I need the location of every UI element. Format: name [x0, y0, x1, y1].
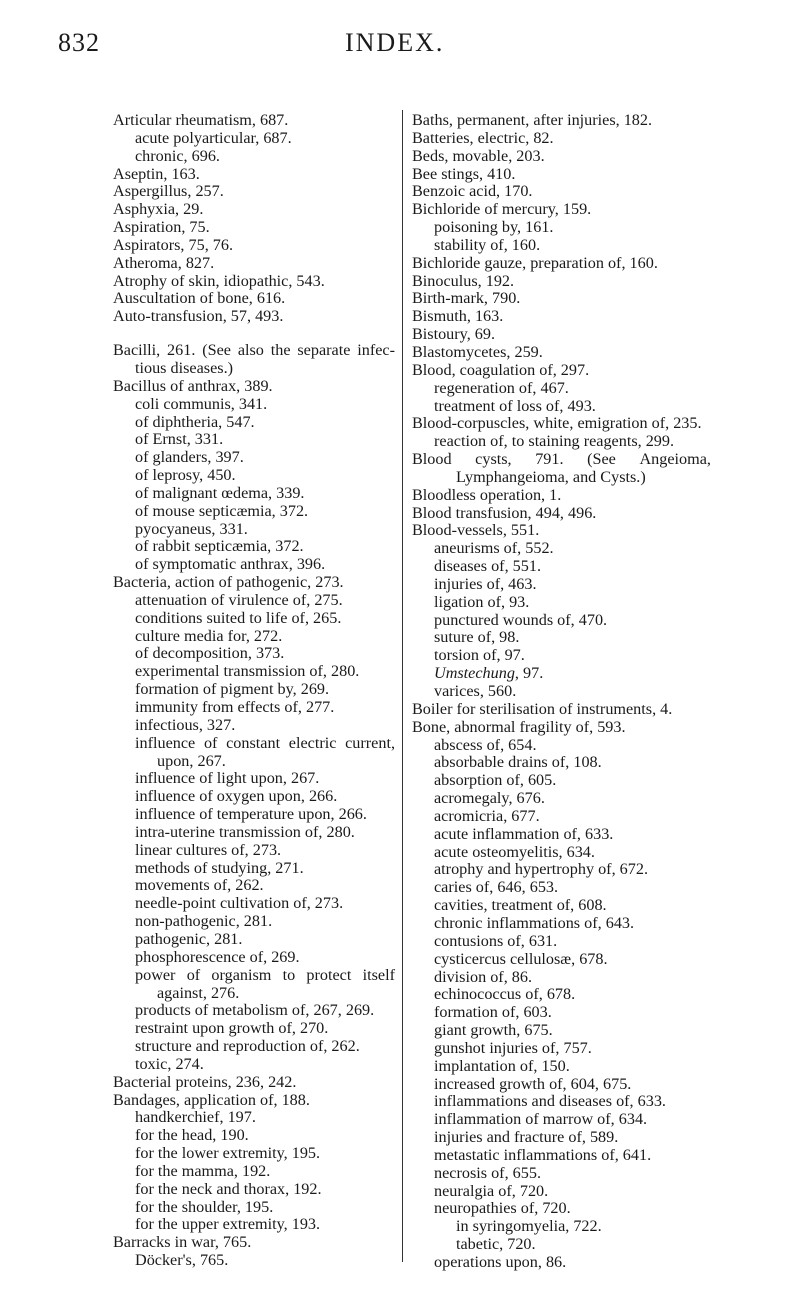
- index-entry: absorption of, 605.: [434, 771, 557, 790]
- index-entry: influence of light upon, 267.: [135, 769, 320, 788]
- index-entry: regeneration of, 467.: [434, 378, 569, 397]
- index-entry: immunity from effects of, 277.: [135, 698, 335, 716]
- index-entry: chronic inflammations of, 643.: [434, 913, 635, 932]
- index-entry: metastatic inflammations of, 641.: [434, 1145, 652, 1164]
- index-column-left: [113, 112, 395, 1270]
- index-entry: influence of temperature upon, 266.: [135, 805, 367, 824]
- index-entry: Articular rheumatism, 687.: [113, 111, 289, 129]
- index-entry: diseases of, 551.: [434, 557, 541, 576]
- index-entry: needle-point cultivation of, 273.: [135, 894, 344, 913]
- index-entry: handkerchief, 197.: [135, 1108, 256, 1127]
- index-entry: for the upper extremity, 193.: [135, 1215, 321, 1234]
- index-entry: upon, 267.: [157, 751, 226, 770]
- index-entry: for the lower extremity, 195.: [135, 1144, 321, 1163]
- index-entry: influence of oxygen upon, 266.: [135, 787, 338, 806]
- index-entry: restraint upon growth of, 270.: [135, 1019, 329, 1038]
- index-entry: Atrophy of skin, idiopathic, 543.: [113, 271, 325, 290]
- index-entry: intra-uterine transmission of, 280.: [135, 822, 355, 841]
- index-entry: of symptomatic anthrax, 396.: [135, 555, 326, 574]
- index-entry: Auto-transfusion, 57, 493.: [113, 307, 284, 326]
- index-entry: Binoculus, 192.: [412, 271, 515, 290]
- index-entry: movements of, 262.: [135, 876, 264, 895]
- index-entry: Bacteria, action of pathogenic, 273.: [113, 573, 344, 592]
- index-entry: for the mamma, 192.: [135, 1161, 271, 1180]
- index-entry: Atheroma, 827.: [113, 253, 215, 272]
- index-entry: increased growth of, 604, 675.: [434, 1074, 632, 1093]
- index-entry: cavities, treatment of, 608.: [434, 896, 607, 915]
- page-title: INDEX.: [345, 28, 445, 57]
- index-entry: abscess of, 654.: [434, 735, 537, 754]
- index-entry: linear cultures of, 273.: [135, 840, 282, 859]
- index-entry: giant growth, 675.: [434, 1021, 553, 1040]
- index-entry: acute osteomyelitis, 634.: [434, 842, 595, 861]
- index-entry: Batteries, electric, 82.: [412, 128, 554, 147]
- index-entry: Bloodless operation, 1.: [412, 485, 562, 504]
- index-entry: acute inflammation of, 633.: [434, 824, 614, 843]
- index-entry: infectious, 327.: [135, 715, 236, 734]
- index-entry: of glanders, 397.: [135, 448, 244, 467]
- index-entry: Beds, movable, 203.: [412, 146, 545, 165]
- index-entry: Barracks in war, 765.: [113, 1233, 252, 1252]
- index-entry: reaction of, to staining reagents, 299.: [434, 432, 675, 451]
- index-entry: of malignant œdema, 339.: [135, 483, 305, 502]
- index-entry: Blood cysts, 791. (See Angeioma,: [412, 450, 711, 469]
- index-entry: Blood-corpuscles, white, emigration of, 235.: [412, 414, 702, 433]
- index-entry: Bandages, application of, 188.: [113, 1090, 310, 1109]
- index-entry: Aspirators, 75, 76.: [113, 235, 234, 254]
- index-entry: Benzoic acid, 170.: [412, 182, 533, 201]
- index-entry: atrophy and hypertrophy of, 672.: [434, 860, 648, 879]
- index-entry: Bismuth, 163.: [412, 307, 504, 326]
- index-entry: punctured wounds of, 470.: [434, 610, 608, 629]
- index-entry: poisoning by, 161.: [434, 218, 554, 237]
- index-entry: Baths, permanent, after injuries, 182.: [412, 111, 653, 129]
- index-entry: of leprosy, 450.: [135, 466, 236, 485]
- index-entry: Aspergillus, 257.: [113, 182, 224, 201]
- index-column-right: [412, 112, 711, 1272]
- index-entry: [412, 665, 711, 683]
- index-entry: aneurisms of, 552.: [434, 539, 554, 558]
- index-entry: of diphtheria, 547.: [135, 412, 255, 431]
- index-entry: Blastomycetes, 259.: [412, 342, 543, 361]
- index-entry: necrosis of, 655.: [434, 1163, 541, 1182]
- index-entry: division of, 86.: [434, 967, 533, 986]
- index-entry: experimental transmission of, 280.: [135, 662, 360, 681]
- index-entry: formation of, 603.: [434, 1003, 552, 1022]
- index-entry: of Ernst, 331.: [135, 430, 224, 449]
- index-entry: Bistoury, 69.: [412, 325, 496, 344]
- index-entry: Bone, abnormal fragility of, 593.: [412, 717, 626, 736]
- index-entry: Bacilli, 261. (See also the separate infec-: [113, 341, 395, 360]
- index-entry: for the shoulder, 195.: [135, 1197, 274, 1216]
- index-entry: contusions of, 631.: [434, 931, 558, 950]
- page-number: 832: [58, 28, 100, 57]
- index-entry: injuries of, 463.: [434, 574, 537, 593]
- index-entry: Aseptin, 163.: [113, 164, 200, 183]
- index-entry: acromegaly, 676.: [434, 789, 545, 808]
- index-entry: of decomposition, 373.: [135, 644, 285, 663]
- index-entry: implantation of, 150.: [434, 1056, 570, 1075]
- index-entry: inflammations and diseases of, 633.: [434, 1092, 666, 1111]
- index-entry: pyocyaneus, 331.: [135, 519, 248, 538]
- index-entry: suture of, 98.: [434, 628, 520, 647]
- index-entry: phosphorescence of, 269.: [135, 947, 300, 966]
- index-entry: coli communis, 341.: [135, 394, 268, 413]
- index-entry: methods of studying, 271.: [135, 858, 304, 877]
- index-entry-italic: Umstechung: [434, 664, 515, 683]
- index-entry: pathogenic, 281.: [135, 929, 243, 948]
- index-entry: inflammation of marrow of, 634.: [434, 1110, 648, 1129]
- index-entry: attenuation of virulence of, 275.: [135, 590, 343, 609]
- index-entry: Blood transfusion, 494, 496.: [412, 503, 597, 522]
- index-entry: formation of pigment by, 269.: [135, 680, 330, 699]
- index-entry: cysticercus cellulosæ, 678.: [434, 949, 608, 968]
- index-entry: Bichloride of mercury, 159.: [412, 200, 592, 219]
- index-entry: for the head, 190.: [135, 1126, 249, 1145]
- index-entry: against, 276.: [157, 983, 240, 1002]
- index-entry: Aspiration, 75.: [113, 218, 210, 237]
- index-entry: treatment of loss of, 493.: [434, 396, 596, 415]
- index-entry: chronic, 696.: [135, 146, 220, 165]
- index-entry: Döcker's, 765.: [135, 1251, 229, 1270]
- index-entry: Auscultation of bone, 616.: [113, 289, 286, 308]
- index-entry-rest: , 97.: [514, 664, 544, 683]
- index-entry: products of metabolism of, 267, 269.: [135, 1001, 375, 1020]
- index-entry: culture media for, 272.: [135, 626, 283, 645]
- index-entry: of mouse septicæmia, 372.: [135, 501, 309, 520]
- index-entry: gunshot injuries of, 757.: [434, 1038, 592, 1057]
- index-entry: Asphyxia, 29.: [113, 200, 204, 219]
- index-entry: structure and reproduction of, 262.: [135, 1037, 360, 1056]
- index-entry: stability of, 160.: [434, 235, 541, 254]
- index-entry: of rabbit septicæmia, 372.: [135, 537, 304, 556]
- index-entry: Bichloride gauze, preparation of, 160.: [412, 253, 658, 272]
- index-entry: acromicria, 677.: [434, 806, 540, 825]
- index-entry: power of organism to protect itself: [135, 965, 395, 984]
- index-entry: influence of constant electric current,: [135, 733, 395, 752]
- index-entry: absorbable drains of, 108.: [434, 753, 602, 772]
- index-entry: tious diseases.): [135, 358, 234, 377]
- index-entry: echinococcus of, 678.: [434, 985, 576, 1004]
- index-entry: varices, 560.: [434, 682, 517, 700]
- index-entry: Blood, coagulation of, 297.: [412, 360, 590, 379]
- index-entry: non-pathogenic, 281.: [135, 912, 273, 931]
- index-entry: Birth-mark, 790.: [412, 289, 521, 308]
- index-entry: toxic, 274.: [135, 1054, 204, 1073]
- index-entry: neuropathies of, 720.: [434, 1199, 571, 1218]
- index-entry: in syringomyelia, 722.: [456, 1217, 602, 1236]
- column-divider: [402, 110, 403, 1262]
- index-entry: caries of, 646, 653.: [434, 878, 559, 897]
- index-entry: conditions suited to life of, 265.: [135, 608, 342, 627]
- index-entry: Bacterial proteins, 236, 242.: [113, 1072, 297, 1091]
- index-entry: Blood-vessels, 551.: [412, 521, 540, 540]
- index-entry: torsion of, 97.: [434, 646, 525, 665]
- index-entry: operations upon, 86.: [434, 1253, 567, 1271]
- index-entry: Lymphangeioma, and Cysts.): [456, 467, 646, 486]
- index-entry: ligation of, 93.: [434, 592, 530, 611]
- index-entry: neuralgia of, 720.: [434, 1181, 549, 1200]
- index-entry: Bacillus of anthrax, 389.: [113, 376, 273, 395]
- index-entry: tabetic, 720.: [456, 1235, 536, 1254]
- index-entry: acute polyarticular, 687.: [135, 128, 292, 147]
- index-entry: Bee stings, 410.: [412, 164, 516, 183]
- index-entry: Boiler for sterilisation of instruments, 4.: [412, 699, 673, 718]
- index-entry: for the neck and thorax, 192.: [135, 1179, 322, 1198]
- index-entry: injuries and fracture of, 589.: [434, 1128, 619, 1147]
